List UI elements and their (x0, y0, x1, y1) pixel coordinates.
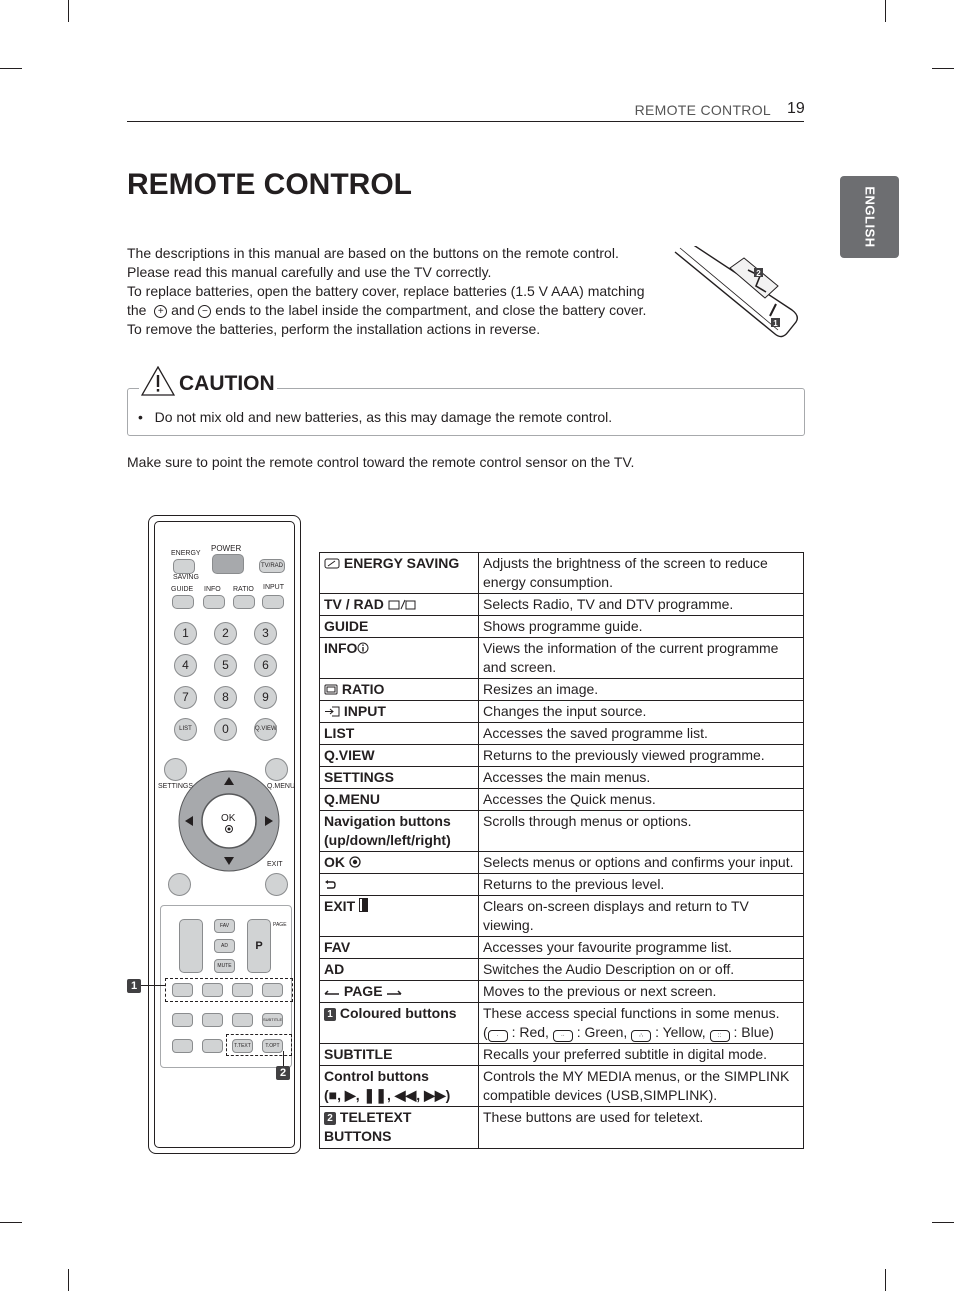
teletext-option-button: T.OPT (262, 1039, 283, 1053)
green-button (202, 983, 223, 997)
remote-control-illustration: ENERGY SAVING POWER TV/RAD GUIDE INFO RATIO INPUT 1 2 3 4 5 6 7 8 9 LIST 0 Q.VIEW SETTINGS Q.MENU OK EXIT P PAGE FAV AD MUTE SUBTITLE T.TEXT T.OPT (148, 515, 301, 1154)
digit-button: 1 (174, 622, 197, 645)
back-icon (324, 879, 336, 890)
red-button-icon: · (488, 1030, 508, 1042)
fast-forward-icon: ▶▶ (424, 1087, 446, 1103)
page-title: REMOTE CONTROL (127, 168, 412, 201)
callout-leader (283, 1051, 284, 1066)
pause-button (232, 1013, 253, 1027)
crop-mark (885, 0, 886, 22)
digit-button: 5 (214, 654, 237, 677)
stop-icon: ■ (328, 1087, 338, 1103)
page-down-icon (386, 989, 402, 997)
table-row: GUIDE Shows programme guide. (320, 616, 804, 638)
table-row: AD Switches the Audio Description on or off. (320, 959, 804, 981)
intro-text: The descriptions in this manual are based on the buttons on the remote control. Please read this manual carefully and use the TV correctly. To replace batteries, open the battery cover, replace batteries (1.5 V AAA) matching the + and − ends to the label inside the compartment, and close the battery cover. To remove the batteries, perform the installation actions in reverse. (127, 245, 647, 337)
play-icon: ▶ (344, 1087, 356, 1103)
pointing-note: Make sure to point the remote control toward the remote control sensor on the TV. (127, 454, 635, 470)
green-button-icon: ·· (553, 1030, 573, 1042)
table-row: Control buttons (■, ▶, ❚❚, ◀◀, ▶▶) Controls the MY MEDIA menus, or the SIMPLINK compatible devices (USB,SIMPLINK). (320, 1066, 804, 1107)
fast-forward-button (202, 1039, 223, 1053)
callout-1: 1 (127, 979, 141, 993)
crop-mark (68, 0, 69, 22)
battery-compartment-illustration (670, 246, 805, 342)
blue-button (262, 983, 283, 997)
crop-mark (932, 1222, 954, 1223)
subtitle-button: SUBTITLE (262, 1013, 283, 1027)
table-row: SUBTITLE Recalls your preferred subtitle in digital mode. (320, 1044, 804, 1066)
table-row: 2 TELETEXT BUTTONS These buttons are used for teletext. (320, 1107, 804, 1149)
table-row: TV / RAD Selects Radio, TV and DTV programme. (320, 594, 804, 616)
tv-radio-icon (388, 599, 416, 610)
digit-button: 2 (214, 622, 237, 645)
volume-button (179, 919, 203, 973)
qview-button: Q.VIEW (254, 718, 277, 741)
energy-saving-button (173, 559, 195, 574)
rewind-button (172, 1039, 193, 1053)
exit-icon (359, 898, 368, 912)
table-row: FAV Accesses your favourite programme list. (320, 937, 804, 959)
table-row: Navigation buttons (up/down/left/right) Scrolls through menus or options. (320, 811, 804, 852)
ok-icon (349, 856, 361, 868)
list-button: LIST (174, 718, 197, 741)
page-up-icon (324, 989, 340, 997)
info-button (203, 595, 225, 609)
blue-button-icon: :: (710, 1030, 730, 1042)
table-row: Returns to the previous level. (320, 874, 804, 896)
ad-button: AD (214, 939, 235, 953)
exit-button (265, 873, 288, 896)
table-row: OK Selects menus or options and confirms your input. (320, 852, 804, 874)
stop-button (172, 1013, 193, 1027)
table-row: RATIO Resizes an image. (320, 679, 804, 701)
table-row: EXIT Clears on-screen displays and return to TV viewing. (320, 896, 804, 937)
crop-mark (932, 68, 954, 69)
teletext-button: T.TEXT (232, 1039, 253, 1053)
crop-mark (68, 1269, 69, 1291)
digit-button: 0 (214, 718, 237, 741)
table-row: 1 Coloured buttons These access special functions in some menus. ( · : Red, ·· : Green, ∴ : Yellow, :: : Blue) (320, 1003, 804, 1044)
plus-icon: + (154, 305, 167, 318)
table-row: PAGE Moves to the previous or next screen. (320, 981, 804, 1003)
red-button (172, 983, 193, 997)
language-tab: ENGLISH (840, 176, 899, 258)
svg-text:1: 1 (773, 319, 778, 328)
input-button (262, 595, 284, 609)
crop-mark (0, 1222, 22, 1223)
caution-item: • Do not mix old and new batteries, as this may damage the remote control. (138, 409, 613, 425)
digit-button: 8 (214, 686, 237, 709)
pause-icon: ❚❚ (363, 1087, 387, 1103)
programme-button: P (247, 919, 271, 973)
digit-button: 6 (254, 654, 277, 677)
table-row: Q.VIEW Returns to the previously viewed programme. (320, 745, 804, 767)
page-number: 19 (787, 100, 805, 117)
digit-button: 7 (174, 686, 197, 709)
table-row: SETTINGS Accesses the main menus. (320, 767, 804, 789)
digit-button: 3 (254, 622, 277, 645)
crop-mark (885, 1269, 886, 1291)
table-row: INFO Views the information of the current programme and screen. (320, 638, 804, 679)
svg-text:2: 2 (756, 269, 761, 278)
caution-heading: CAUTION (139, 366, 277, 396)
ratio-icon (324, 684, 338, 695)
digit-button: 9 (254, 686, 277, 709)
crop-mark (0, 68, 22, 69)
callout-leader (141, 985, 165, 986)
header-rule (127, 121, 804, 122)
warning-icon (141, 366, 175, 396)
table-row: Q.MENU Accesses the Quick menus. (320, 789, 804, 811)
running-header: REMOTE CONTROL (634, 102, 771, 118)
mute-button: MUTE (214, 959, 235, 973)
table-row: INPUT Changes the input source. (320, 701, 804, 723)
minus-icon: − (198, 305, 211, 318)
energy-saving-icon (324, 558, 340, 569)
guide-button (172, 595, 194, 609)
table-row: ENERGY SAVING Adjusts the brightness of the screen to reduce energy consumption. (320, 553, 804, 594)
ratio-button (233, 595, 255, 609)
info-icon (357, 642, 369, 654)
play-button (202, 1013, 223, 1027)
yellow-button (232, 983, 253, 997)
back-button (168, 873, 191, 896)
fav-button: FAV (214, 919, 235, 933)
table-row: LIST Accesses the saved programme list. (320, 723, 804, 745)
button-description-table (319, 552, 804, 1149)
digit-button: 4 (174, 654, 197, 677)
yellow-button-icon: ∴ (631, 1030, 651, 1042)
power-button (212, 554, 244, 574)
callout-2: 2 (276, 1066, 290, 1080)
rewind-icon: ◀◀ (394, 1087, 417, 1103)
tv-rad-button: TV/RAD (259, 559, 285, 573)
input-icon (324, 706, 340, 717)
